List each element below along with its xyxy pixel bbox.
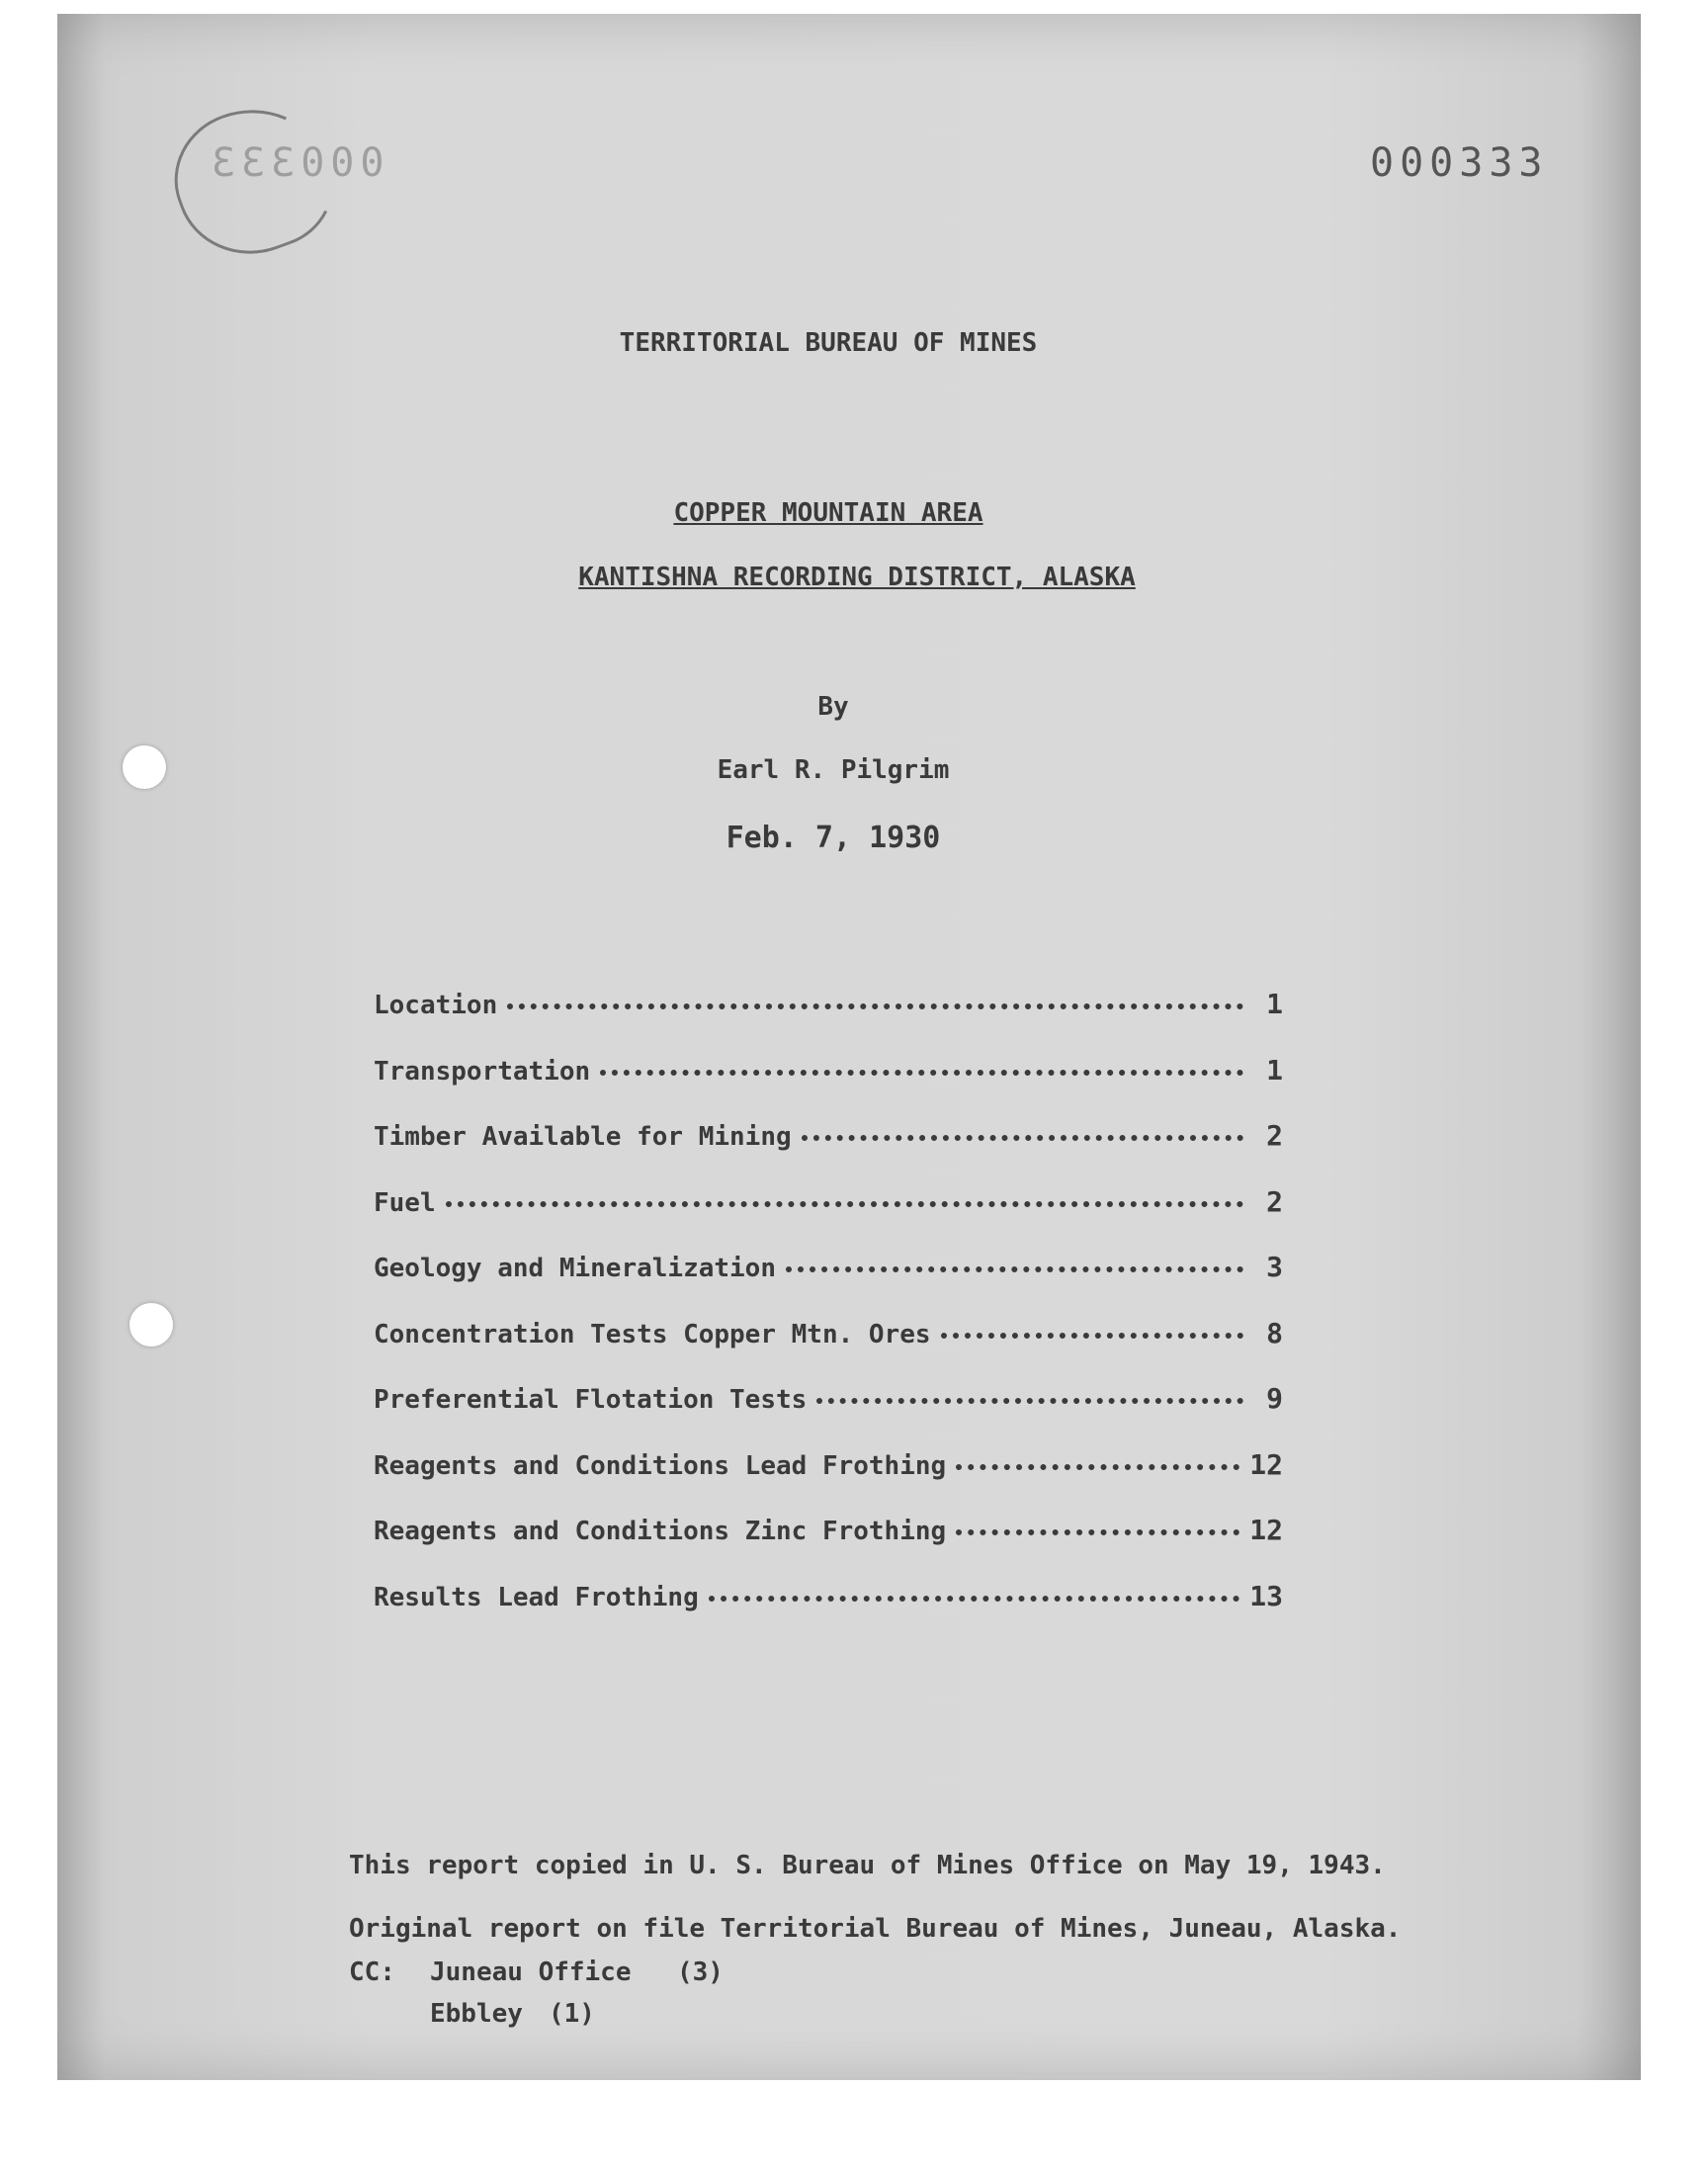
- toc-dot-leader: [709, 1596, 1240, 1602]
- table-of-contents: [374, 988, 1283, 1645]
- toc-entry-page: 1: [1266, 988, 1283, 1020]
- toc-entry-title: Location: [374, 991, 498, 1020]
- toc-entry-page: 12: [1249, 1447, 1283, 1481]
- bureau-heading: TERRITORIAL BUREAU OF MINES: [619, 328, 1038, 358]
- report-title: COPPER MOUNTAIN AREA: [673, 498, 983, 528]
- report-date: Feb. 7, 1930: [726, 821, 941, 855]
- toc-entry: [374, 1251, 1283, 1317]
- cc-row: [349, 1999, 724, 2041]
- cc-recipient: Juneau Office: [430, 1958, 632, 1987]
- toc-entry: [374, 1119, 1283, 1185]
- toc-entry-title: Preferential Flotation Tests: [374, 1385, 808, 1415]
- toc-entry: [374, 1317, 1283, 1383]
- toc-entry: [374, 988, 1283, 1054]
- cc-distribution: [349, 1958, 724, 2041]
- toc-entry-title: Reagents and Conditions Lead Frothing: [374, 1450, 947, 1481]
- toc-dot-leader: [941, 1333, 1243, 1339]
- toc-entry-title: Timber Available for Mining: [374, 1122, 792, 1152]
- toc-entry-title: Transportation: [374, 1056, 591, 1087]
- toc-dot-leader: [956, 1529, 1239, 1535]
- toc-entry-page: 13: [1249, 1579, 1283, 1612]
- scanned-page: [57, 14, 1641, 2080]
- toc-entry: [374, 1514, 1283, 1580]
- by-line: By: [817, 692, 849, 722]
- toc-dot-leader: [507, 1003, 1243, 1009]
- author-name: Earl R. Pilgrim: [717, 755, 950, 785]
- copy-note: This report copied in U. S. Bureau of Mines Office on May 19, 1943.: [349, 1851, 1386, 1880]
- toc-entry-title: Results Lead Frothing: [374, 1582, 699, 1612]
- toc-entry-title: Fuel: [374, 1187, 436, 1218]
- document-number-stamp: 000333: [1370, 140, 1549, 186]
- toc-dot-leader: [956, 1464, 1239, 1470]
- toc-dot-leader: [816, 1398, 1243, 1404]
- cc-recipient: Ebbley: [430, 1999, 523, 2029]
- toc-entry-title: Concentration Tests Copper Mtn. Ores: [374, 1319, 931, 1349]
- toc-entry: [374, 1580, 1283, 1646]
- toc-entry-page: 9: [1266, 1382, 1283, 1415]
- cc-copies: (3): [677, 1958, 724, 1987]
- toc-entry-title: Reagents and Conditions Zinc Frothing: [374, 1517, 947, 1546]
- toc-entry: [374, 1185, 1283, 1252]
- toc-entry-page: 8: [1266, 1316, 1283, 1349]
- toc-entry-page: 12: [1249, 1514, 1283, 1546]
- toc-dot-leader: [786, 1266, 1243, 1272]
- toc-entry: [374, 1448, 1283, 1515]
- toc-dot-leader: [446, 1201, 1243, 1207]
- toc-entry: [374, 1382, 1283, 1448]
- toc-entry-page: 1: [1266, 1053, 1283, 1087]
- toc-entry-page: 2: [1266, 1119, 1283, 1152]
- toc-dot-leader: [600, 1070, 1243, 1076]
- original-file-note: Original report on file Territorial Bureau of Mines, Juneau, Alaska.: [349, 1914, 1402, 1944]
- toc-entry-title: Geology and Mineralization: [374, 1254, 776, 1283]
- toc-entry-page: 3: [1266, 1251, 1283, 1283]
- mirrored-stamp-number: 000333: [206, 140, 384, 186]
- toc-entry-page: 2: [1266, 1184, 1283, 1218]
- report-subtitle: KANTISHNA RECORDING DISTRICT, ALASKA: [578, 563, 1136, 592]
- punch-hole: [129, 1303, 173, 1347]
- cc-row: [349, 1958, 724, 1999]
- toc-entry: [374, 1054, 1283, 1120]
- cc-label: CC:: [349, 1958, 395, 1987]
- cc-copies: (1): [549, 1999, 595, 2029]
- toc-dot-leader: [802, 1135, 1243, 1141]
